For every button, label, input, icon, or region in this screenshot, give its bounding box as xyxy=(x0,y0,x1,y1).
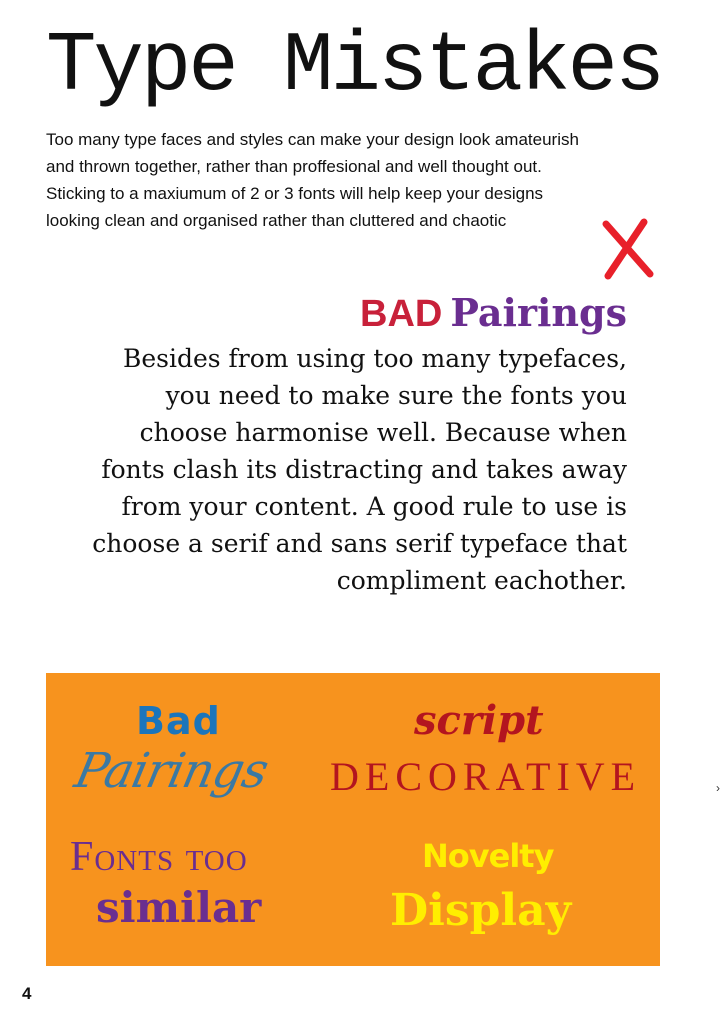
intro-paragraph xyxy=(46,126,686,234)
heading-bad: BAD xyxy=(360,293,443,335)
intro-line: Too many type faces and styles can make your design look amateurish xyxy=(46,130,579,149)
body-line: Besides from using too many typefaces, xyxy=(122,344,627,373)
example-display: Display xyxy=(390,885,572,936)
example-similar: similar xyxy=(96,883,262,932)
edge-marker: › xyxy=(716,781,720,795)
page-title: Type Mistakes xyxy=(46,20,663,115)
heading-pairings: Pairings xyxy=(450,290,627,335)
example-novelty: Novelty xyxy=(422,837,554,875)
examples-panel xyxy=(46,673,660,966)
example-fonts-too: Fonts too xyxy=(70,834,248,880)
example-decorative: DECORATIVE xyxy=(330,754,642,799)
example-bad: Bad xyxy=(136,699,221,743)
example-pairings: Pairings xyxy=(70,743,273,799)
body-line: choose harmonise well. Because when xyxy=(139,418,627,447)
intro-line: Sticking to a maxiumum of 2 or 3 fonts will help keep your designs xyxy=(46,184,544,203)
body-line: you need to make sure the fonts you xyxy=(165,381,627,410)
intro-line: looking clean and organised rather than cluttered and chaotic xyxy=(46,211,507,230)
body-line: choose a serif and sans serif typeface that xyxy=(92,529,627,558)
body-line: fonts clash its distracting and takes away xyxy=(101,455,627,484)
cross-icon xyxy=(600,218,656,280)
body-line: compliment eachother. xyxy=(336,566,627,595)
body-paragraph xyxy=(92,340,627,599)
body-line: from your content. A good rule to use is xyxy=(121,492,627,521)
intro-line: and thrown together, rather than proffesional and well thought out. xyxy=(46,157,542,176)
example-script: script xyxy=(414,697,544,744)
page-number: 4 xyxy=(22,984,32,1003)
section-heading xyxy=(360,290,627,337)
